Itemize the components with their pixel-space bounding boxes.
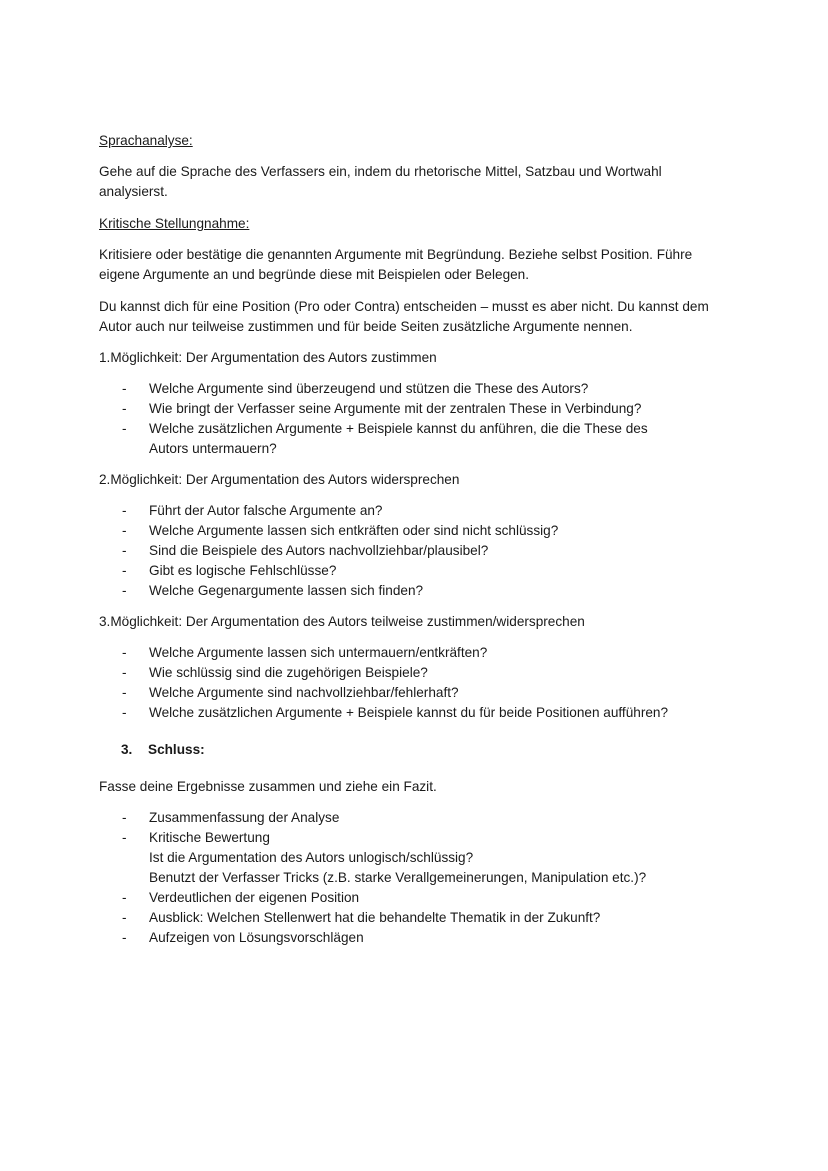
heading-kritische-stellungnahme: Kritische Stellungnahme: (99, 216, 250, 231)
heading-sprachanalyse: Sprachanalyse: (99, 133, 193, 148)
heading-schluss (99, 740, 729, 760)
sub-line: Benutzt der Verfasser Tricks (z.B. starke Verallgemeinerungen, Manipulation etc.)? (149, 870, 647, 885)
list-item: - Wie bringt der Verfasser seine Argumente mit der zentralen These in Verbindung? (122, 401, 642, 416)
list-item: - Welche zusätzlichen Argumente + Beispiele kannst du anführen, die die These des Autors untermauern? (122, 421, 648, 456)
heading-moeglichkeit-1: 1.Möglichkeit: Der Argumentation des Autors zustimmen (99, 350, 437, 365)
list-item: - Ausblick: Welchen Stellenwert hat die behandelte Thematik in der Zukunft? (122, 910, 601, 925)
sub-line: Ist die Argumentation des Autors unlogisch/schlüssig? (149, 850, 474, 865)
heading-moeglichkeit-2: 2.Möglichkeit: Der Argumentation des Autors widersprechen (99, 472, 460, 487)
list-item: - Welche Gegenargumente lassen sich finden? (122, 583, 424, 598)
list-schluss (99, 808, 729, 948)
list-moeglichkeit-2 (99, 501, 729, 601)
document-content (99, 131, 729, 948)
list-item: - Sind die Beispiele des Autors nachvollziehbar/plausibel? (122, 543, 489, 558)
list-item: - Welche Argumente sind überzeugend und stützen die These des Autors? (122, 381, 589, 396)
list-item: - Welche zusätzlichen Argumente + Beispiele kannst du für beide Positionen aufführen? (122, 705, 669, 720)
list-item: - Verdeutlichen der eigenen Position (122, 890, 360, 905)
list-item: - Welche Argumente lassen sich untermauern/entkräften? (122, 645, 488, 660)
list-moeglichkeit-3 (99, 643, 729, 723)
heading-text: Schluss: (148, 742, 205, 757)
paragraph-sprachanalyse: Gehe auf die Sprache des Verfassers ein, indem du rhetorische Mittel, Satzbau und Wortwahl analysierst. (99, 164, 662, 199)
paragraph-schluss: Fasse deine Ergebnisse zusammen und ziehe ein Fazit. (99, 779, 437, 794)
list-item: - Wie schlüssig sind die zugehörigen Beispiele? (122, 665, 428, 680)
paragraph-kritisch-1: Kritisiere oder bestätige die genannten Argumente mit Begründung. Beziehe selbst Position. Führe eigene Argumente an und begründe diese mit Beispielen oder Belegen. (99, 247, 693, 282)
list-item: - Welche Argumente sind nachvollziehbar/fehlerhaft? (122, 685, 459, 700)
heading-moeglichkeit-3: 3.Möglichkeit: Der Argumentation des Autors teilweise zustimmen/widersprechen (99, 614, 585, 629)
list-item: - Kritische Bewertung Ist die Argumentation des Autors unlogisch/schlüssig? Benutzt der Verfasser Tricks (z.B. starke Verallgemeinerungen, Manipulation etc.)? (99, 828, 729, 888)
list-item: - Aufzeigen von Lösungsvorschlägen (122, 930, 364, 945)
list-item: - Welche Argumente lassen sich entkräften oder sind nicht schlüssig? (122, 523, 559, 538)
heading-number: 3. (121, 742, 133, 757)
list-item: - Gibt es logische Fehlschlüsse? (122, 563, 337, 578)
list-item: - Zusammenfassung der Analyse (122, 810, 340, 825)
paragraph-kritisch-2: Du kannst dich für eine Position (Pro oder Contra) entscheiden – musst es aber nicht. Du kannst dem Autor auch nur teilweise zustimmen und für beide Seiten zusätzliche Argumente nennen. (99, 299, 709, 334)
list-item: - Führt der Autor falsche Argumente an? (122, 503, 383, 518)
list-moeglichkeit-1 (99, 379, 729, 459)
